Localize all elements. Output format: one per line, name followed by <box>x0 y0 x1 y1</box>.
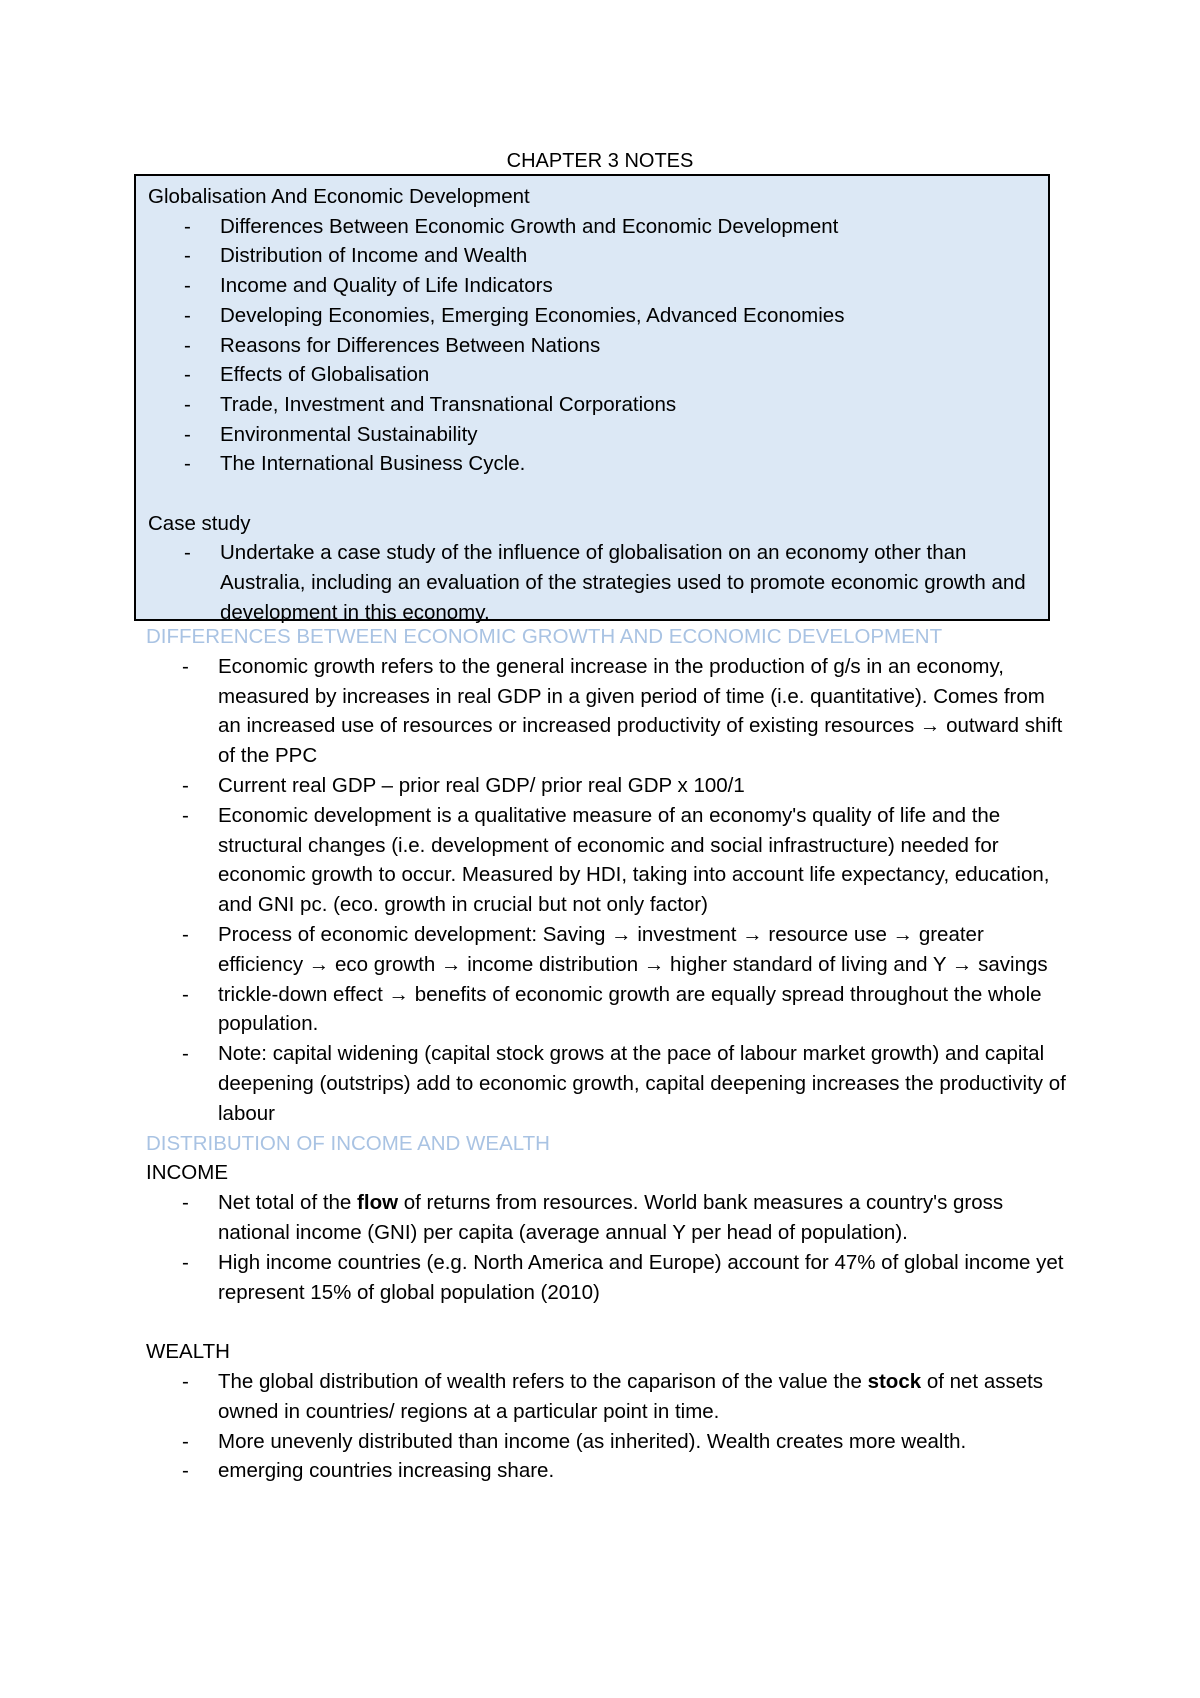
arrow-icon: → <box>388 982 410 1006</box>
wealth-list <box>146 1367 1066 1486</box>
list-item: - Distribution of Income and Wealth <box>148 241 1034 271</box>
bold-term: flow <box>357 1191 399 1215</box>
list-item: - Economic development is a qualitative measure of an economy's quality of life and the structural changes (i.e. development of economic and social infrastructure) needed for economic growth to occur. Measured by HDI, taking into account life expectancy, education, and GNI pc. (eco. growth in crucial but not only factor) <box>146 801 1066 920</box>
arrow-icon: → <box>643 952 665 976</box>
bullet-text: The global distribution of wealth refers to the caparison of the value the <box>218 1369 862 1393</box>
box-heading: Globalisation And Economic Development <box>148 185 530 208</box>
bullet-text: Process of economic development: Saving <box>218 922 606 946</box>
bullet-text: savings <box>978 952 1048 976</box>
bullet-text: resource use <box>768 922 887 946</box>
bullet-text: greater efficiency <box>218 922 984 976</box>
bullet-text: eco growth <box>335 952 436 976</box>
bold-term: stock <box>867 1369 922 1393</box>
list-item: - Income and Quality of Life Indicators <box>148 271 1034 301</box>
topic-list <box>148 212 1034 479</box>
list-item: - Current real GDP – prior real GDP/ prior real GDP x 100/1 <box>146 771 1066 801</box>
bullet-text: outward shift of the PPC <box>218 714 1063 768</box>
list-item: - The International Business Cycle. <box>148 449 1034 479</box>
income-heading: INCOME <box>146 1161 228 1185</box>
list-item <box>146 1367 1066 1427</box>
bullet-text: benefits of economic growth are equally spread throughout the whole population. <box>218 982 1042 1036</box>
income-list <box>146 1188 1066 1307</box>
arrow-icon: → <box>892 922 914 946</box>
arrow-icon: → <box>308 952 330 976</box>
notes-content <box>146 622 1066 1486</box>
list-item: - Environmental Sustainability <box>148 420 1034 450</box>
bullet-text: higher standard of living and Y <box>670 952 947 976</box>
page-title: CHAPTER 3 NOTES <box>506 150 694 172</box>
list-item: - Undertake a case study of the influence of globalisation on an economy other than Australia, including an evaluation of the strategies used to promote economic growth and development in this economy. <box>148 538 1034 627</box>
list-item: - More unevenly distributed than income (as inherited). Wealth creates more wealth. <box>146 1427 1066 1457</box>
arrow-icon: → <box>611 922 632 946</box>
arrow-icon: → <box>951 952 973 976</box>
list-item: - Differences Between Economic Growth and Economic Development <box>148 212 1034 242</box>
arrow-icon: → <box>919 714 941 738</box>
list-item <box>146 980 1066 1040</box>
list-item <box>146 652 1066 771</box>
arrow-icon: → <box>742 922 763 946</box>
list-item: - Note: capital widening (capital stock grows at the pace of labour market growth) and capital deepening (outstrips) add to economic growth, capital deepening increases the productivity of labour <box>146 1039 1066 1128</box>
bullet-text: of net assets owned in countries/ regions at a particular point in time. <box>218 1369 1044 1423</box>
list-item: - emerging countries increasing share. <box>146 1456 1066 1486</box>
case-study-list <box>148 538 1034 627</box>
list-item <box>146 920 1066 980</box>
case-study-heading: Case study <box>148 511 251 535</box>
bullet-text: Net total of the <box>218 1191 352 1215</box>
list-item: - High income countries (e.g. North America and Europe) account for 47% of global income yet represent 15% of global population (2010) <box>146 1248 1066 1308</box>
list-item: - Reasons for Differences Between Nations <box>148 331 1034 361</box>
syllabus-box <box>134 174 1050 624</box>
section-heading-growth-vs-development: DIFFERENCES BETWEEN ECONOMIC GROWTH AND ECONOMIC DEVELOPMENT <box>146 625 943 648</box>
bullet-text: trickle-down effect <box>218 982 383 1006</box>
spacer <box>146 1307 1066 1337</box>
bullet-text: Economic growth refers to the general increase in the production of g/s in an economy, measured by increases in real GDP in a given period of time (i.e. quantitative). Comes from an increased use of resources or increased productivity of existing resources <box>218 654 1045 738</box>
bullet-text: income distribution <box>467 952 639 976</box>
list-item: - Effects of Globalisation <box>148 360 1034 390</box>
list-item: - Trade, Investment and Transnational Corporations <box>148 390 1034 420</box>
section-heading-distribution: DISTRIBUTION OF INCOME AND WEALTH <box>146 1131 550 1155</box>
arrow-icon: → <box>440 952 462 976</box>
spacer <box>148 479 1034 509</box>
list-item <box>146 1188 1066 1248</box>
list-item: - Developing Economies, Emerging Economies, Advanced Economies <box>148 301 1034 331</box>
growth-development-list <box>146 652 1066 1129</box>
bullet-text: of returns from resources. World bank measures a country's gross national income (GNI) per capita (average annual Y per head of population). <box>218 1191 1004 1244</box>
bullet-text: investment <box>637 922 737 946</box>
wealth-heading: WEALTH <box>146 1340 230 1364</box>
